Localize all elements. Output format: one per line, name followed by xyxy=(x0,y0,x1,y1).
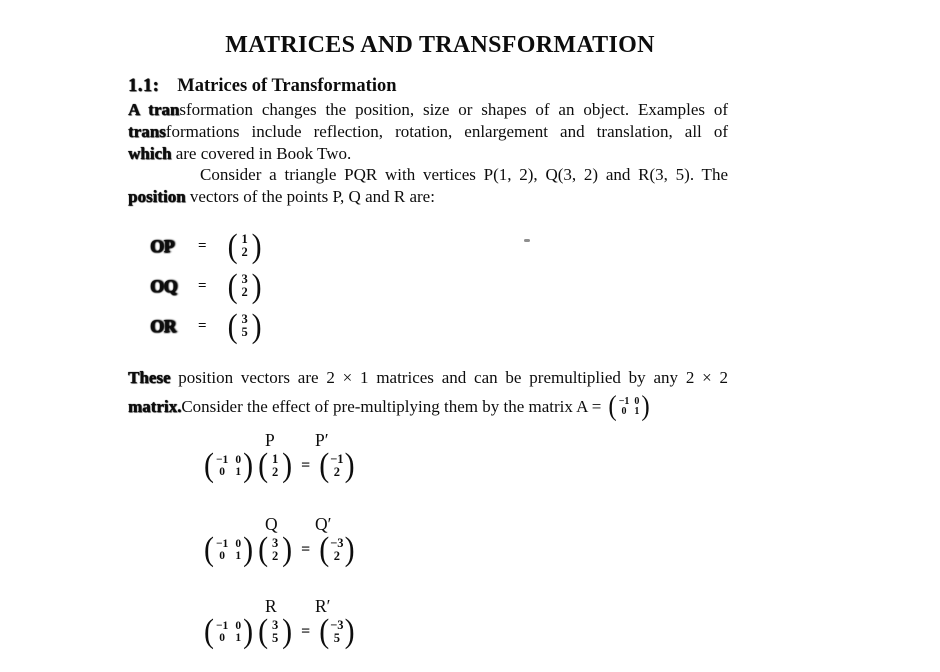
paragraph-line: Consider a triangle PQR with vertices P(1, 2), Q(3, 2) and R(3, 5). The xyxy=(200,165,728,184)
matrix-a xyxy=(607,391,650,422)
paragraph-3-line-2 xyxy=(128,390,651,424)
equals-sign: = xyxy=(198,277,207,294)
matrix-cell: 0 xyxy=(219,465,226,478)
transformation-q xyxy=(203,514,423,568)
transformation-r xyxy=(203,596,423,650)
matrix-cell: −1 xyxy=(216,537,229,550)
vector-row-op xyxy=(150,229,263,263)
column-vector xyxy=(227,267,263,305)
vector-bottom: 2 xyxy=(241,285,248,299)
left-paren: ( xyxy=(608,391,617,422)
point-vector xyxy=(257,447,293,484)
left-paren: ( xyxy=(258,531,269,568)
right-paren: ) xyxy=(282,447,293,484)
right-paren: ) xyxy=(251,227,262,265)
vector-bottom: 5 xyxy=(333,630,340,645)
equation-labels xyxy=(203,514,423,534)
vector-bottom: 2 xyxy=(333,464,340,479)
left-paren: ( xyxy=(204,613,214,650)
line-start-fragment: trans xyxy=(128,122,166,141)
transformation-matrix xyxy=(203,531,254,568)
vector-row-or xyxy=(150,309,263,343)
vector-label: OQ xyxy=(150,275,178,296)
matrix-cell: 0 xyxy=(219,549,226,562)
vector-top: 3 xyxy=(241,272,248,286)
equation-row xyxy=(203,531,423,568)
point-label: Q xyxy=(265,514,278,534)
matrix-cell: 0 xyxy=(621,406,627,417)
vector-row-oq xyxy=(150,269,263,303)
vector-top: 3 xyxy=(271,617,279,632)
right-paren: ) xyxy=(344,531,355,568)
left-paren: ( xyxy=(319,531,330,568)
column-vector xyxy=(227,227,263,265)
line-start-fragment: position xyxy=(128,187,186,206)
vector-top: −1 xyxy=(330,451,344,466)
page-title: MATRICES AND TRANSFORMATION xyxy=(225,32,655,58)
line-rest: sformation changes the position, size or shapes of an object. Examples of xyxy=(179,100,728,119)
result-vector xyxy=(318,613,355,650)
left-paren: ( xyxy=(319,447,330,484)
section-title: Matrices of Transformation xyxy=(177,76,397,96)
matrix-cell: 0 xyxy=(219,631,226,644)
matrix-cell: 0 xyxy=(235,453,242,466)
vector-top: 1 xyxy=(241,232,248,246)
vector-bottom: 2 xyxy=(271,464,279,479)
line-rest: formations include reflection, rotation, enlargement and translation, all of xyxy=(165,122,728,141)
transformation-matrix xyxy=(203,613,254,650)
point-label: P xyxy=(265,430,275,450)
left-paren: ( xyxy=(227,307,238,345)
vector-bottom: 2 xyxy=(333,548,340,563)
equals-sign: = xyxy=(198,317,207,334)
vector-top: 1 xyxy=(271,451,279,466)
equation-row xyxy=(203,613,423,650)
transformation-p xyxy=(203,430,423,484)
equals-sign: = xyxy=(198,237,207,254)
matrix-cell: 0 xyxy=(634,395,640,407)
equation-row xyxy=(203,447,423,484)
vector-label: OP xyxy=(150,235,174,256)
line-rest: vectors of the points P, Q and R are: xyxy=(185,187,435,206)
equals-sign: = xyxy=(301,540,311,558)
paragraph-3-line-1 xyxy=(128,367,728,389)
right-paren: ) xyxy=(251,267,262,305)
matrix-cell: 0 xyxy=(235,537,242,550)
right-paren: ) xyxy=(344,447,355,484)
image-label: R′ xyxy=(315,596,331,616)
vector-top: 3 xyxy=(241,312,248,326)
left-paren: ( xyxy=(227,267,238,305)
scan-speck xyxy=(524,239,530,242)
left-paren: ( xyxy=(204,447,214,484)
left-paren: ( xyxy=(204,531,214,568)
right-paren: ) xyxy=(243,447,254,484)
matrix-cell: 1 xyxy=(235,549,242,562)
line-rest: are covered in Book Two. xyxy=(171,144,352,163)
transformation-matrix xyxy=(203,447,254,484)
result-vector xyxy=(318,531,355,568)
matrix-cell: 1 xyxy=(235,631,242,644)
point-vector xyxy=(257,613,293,650)
vector-top: −3 xyxy=(330,535,344,550)
paragraph-line xyxy=(128,186,728,208)
equals-sign: = xyxy=(301,622,311,640)
equation-labels xyxy=(203,596,423,616)
right-paren: ) xyxy=(282,531,293,568)
section-heading xyxy=(128,76,397,97)
paragraph-2 xyxy=(128,164,728,208)
point-label: R xyxy=(265,596,277,616)
matrix-cell: −1 xyxy=(216,453,229,466)
image-label: Q′ xyxy=(315,514,332,534)
right-paren: ) xyxy=(344,613,355,650)
matrix-cell: −1 xyxy=(618,395,630,407)
line-rest: position vectors are 2 × 1 matrices and can be premultiplied by any 2 × 2 xyxy=(170,368,728,387)
point-vector xyxy=(257,531,293,568)
equals-sign: = xyxy=(301,456,311,474)
vector-top: −3 xyxy=(330,617,344,632)
paragraph-1 xyxy=(128,99,728,165)
vector-bottom: 5 xyxy=(241,325,248,339)
right-paren: ) xyxy=(251,307,262,345)
line-start-fragment: matrix. xyxy=(128,397,182,416)
left-paren: ( xyxy=(227,227,238,265)
right-paren: ) xyxy=(243,613,254,650)
matrix-cell: 1 xyxy=(235,465,242,478)
equation-labels xyxy=(203,430,423,450)
left-paren: ( xyxy=(258,447,269,484)
right-paren: ) xyxy=(641,391,650,422)
vector-bottom: 2 xyxy=(241,245,248,259)
line-start-fragment: A tran xyxy=(128,100,180,119)
left-paren: ( xyxy=(258,613,269,650)
line-start-fragment: which xyxy=(128,144,172,163)
paragraph-line xyxy=(128,99,728,121)
right-paren: ) xyxy=(243,531,254,568)
column-vector xyxy=(227,307,263,345)
vector-label: OR xyxy=(150,315,176,336)
section-number: 1.1: xyxy=(128,76,160,96)
matrix-cell: 0 xyxy=(235,619,242,632)
vector-bottom: 2 xyxy=(271,548,279,563)
vector-top: 3 xyxy=(271,535,279,550)
matrix-cell: −1 xyxy=(216,619,229,632)
line-start-fragment: These xyxy=(128,368,171,387)
vector-bottom: 5 xyxy=(271,630,279,645)
image-label: P′ xyxy=(315,430,329,450)
paragraph-line xyxy=(128,143,728,165)
left-paren: ( xyxy=(319,613,330,650)
right-paren: ) xyxy=(282,613,293,650)
line-rest: Consider the effect of pre-multiplying them by the matrix A = xyxy=(181,397,602,416)
paragraph-line xyxy=(128,121,728,143)
matrix-cell: 1 xyxy=(634,406,640,417)
result-vector xyxy=(318,447,355,484)
